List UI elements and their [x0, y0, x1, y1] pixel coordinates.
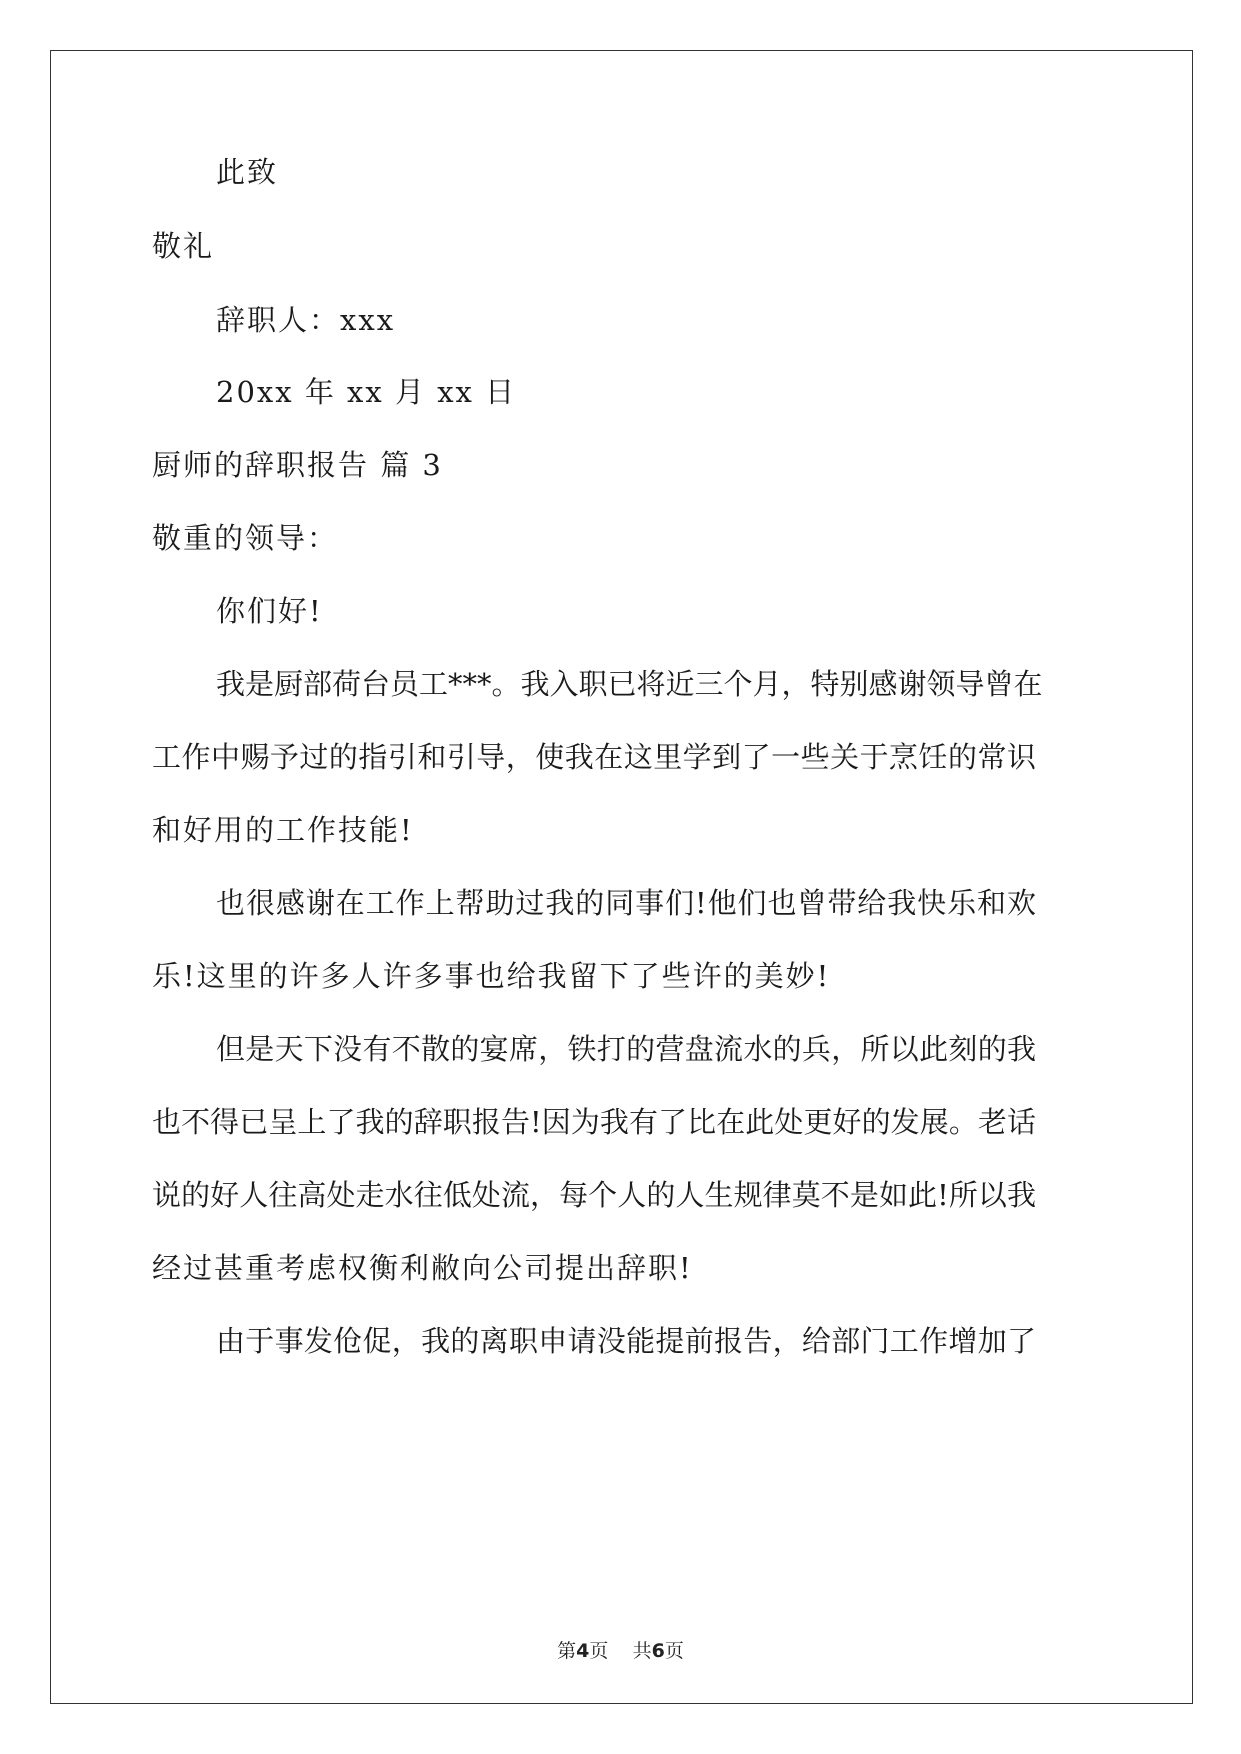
- footer-suffix: 页: [664, 1640, 684, 1662]
- footer-middle: 页 共: [589, 1640, 652, 1662]
- footer-total-pages: 6: [651, 1640, 665, 1662]
- closing-regards: 敬礼: [152, 229, 215, 263]
- paragraph-line: 工作中赐予过的指引和引导，使我在这里学到了一些关于烹饪的常识: [152, 740, 1036, 774]
- paragraph-line: 也不得已呈上了我的辞职报告!因为我有了比在此处更好的发展。老话: [152, 1105, 1036, 1139]
- paragraph-line: 我是厨部荷台员工***。我入职已将近三个月，特别感谢领导曾在: [216, 667, 1043, 701]
- page-footer: [0, 1636, 1241, 1663]
- paragraph-line: 经过甚重考虑权衡利敝向公司提出辞职!: [152, 1251, 693, 1285]
- hello-line: 你们好!: [216, 594, 323, 628]
- paragraph-line: 说的好人往高处走水往低处流，每个人的人生规律莫不是如此!所以我: [152, 1178, 1036, 1212]
- footer-page-number: 4: [576, 1640, 590, 1662]
- paragraph-line: 也很感谢在工作上帮助过我的同事们!他们也曾带给我快乐和欢: [216, 886, 1036, 920]
- paragraph-line: 乐!这里的许多人许多事也给我留下了些许的美妙!: [152, 959, 831, 993]
- section-heading: 厨师的辞职报告 篇 3: [152, 448, 443, 482]
- footer-prefix: 第: [557, 1640, 577, 1662]
- signature-line: 辞职人：xxx: [216, 303, 396, 337]
- page-border: [50, 50, 1193, 1704]
- date-line: 20xx 年 xx 月 xx 日: [216, 375, 517, 409]
- paragraph-line: 和好用的工作技能!: [152, 813, 414, 847]
- paragraph-line: 由于事发伧促，我的离职申请没能提前报告，给部门工作增加了: [216, 1324, 1036, 1358]
- closing-salutation: 此致: [216, 155, 279, 189]
- greeting-line: 敬重的领导：: [152, 521, 339, 555]
- paragraph-line: 但是天下没有不散的宴席，铁打的营盘流水的兵，所以此刻的我: [216, 1032, 1036, 1066]
